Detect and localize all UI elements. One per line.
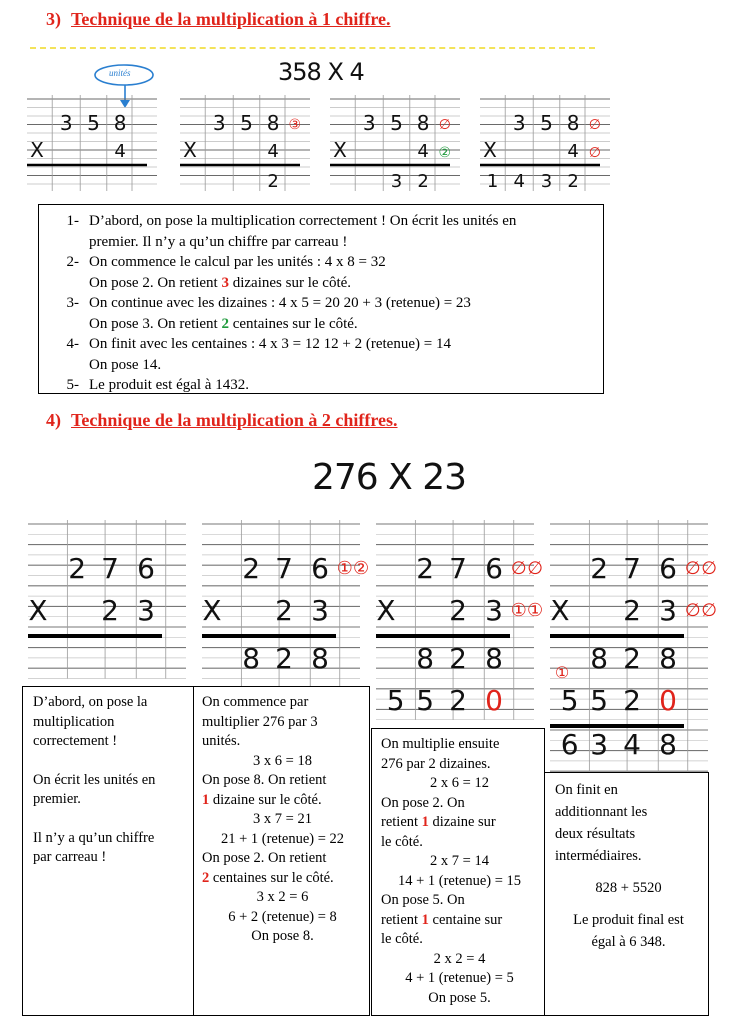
- times-sign: X: [550, 594, 570, 627]
- operation-276x23: 276 X 23: [312, 457, 467, 498]
- digit-bottom: 4: [114, 141, 126, 162]
- digit-top: 8: [113, 111, 127, 135]
- operation-358x4: 358 X 4: [278, 58, 364, 86]
- digit-top: 8: [416, 111, 430, 135]
- carry-mark: ∅: [527, 558, 543, 579]
- digit-top: 2: [242, 552, 261, 585]
- explain-box-sum: On finit en additionnant les deux résultats intermédiaires. 828 + 5520 Le produit final est égal à 6 348.: [544, 772, 709, 1016]
- carry-mark: ②: [438, 145, 452, 161]
- carry-mark: ∅: [588, 117, 601, 133]
- carry-mark: ①: [510, 600, 527, 621]
- digit-top: 3: [59, 111, 73, 135]
- dashed-separator: [30, 47, 595, 49]
- digit-top: 2: [416, 552, 435, 585]
- digit-top: 6: [311, 552, 329, 585]
- digit-partial-1: 8: [416, 642, 435, 675]
- carry-mark: ①: [336, 558, 353, 579]
- carry-mark: ∅: [510, 558, 527, 579]
- digit-partial-1: 8: [590, 642, 609, 675]
- digit-bottom: 2: [101, 594, 119, 627]
- digit-top: 7: [449, 552, 467, 585]
- digit-top: 6: [659, 552, 677, 585]
- digit-bottom: 2: [623, 594, 641, 627]
- digit-partial-1: 2: [275, 642, 293, 675]
- digit-bottom: 2: [275, 594, 293, 627]
- digit-partial-2: 5: [590, 684, 609, 717]
- carry-mark: ①: [554, 663, 570, 682]
- digit-result: 1: [486, 171, 499, 192]
- digit-top: 7: [275, 552, 293, 585]
- section4-title: 4) Technique de la multiplication à 2 chiffres.: [46, 410, 398, 430]
- digit-top: 6: [137, 552, 155, 585]
- digit-result: 4: [513, 171, 525, 192]
- digit-sum: 4: [623, 728, 641, 761]
- carry-mark: ③: [288, 117, 302, 133]
- digit-sum: 3: [590, 728, 609, 761]
- carry-mark: ∅: [701, 558, 717, 579]
- digit-top: 2: [68, 552, 87, 585]
- digit-top: 7: [623, 552, 641, 585]
- digit-partial-2: 5: [386, 684, 405, 717]
- explain-box-setup: D’abord, on pose la multiplication correctement ! On écrit les unités en premier. Il n’y a qu’un chiffre par carreau !: [22, 686, 194, 1016]
- digit-bottom: 3: [137, 594, 155, 627]
- digit-partial-2: 5: [416, 684, 435, 717]
- digit-partial-1: 8: [242, 642, 261, 675]
- digit-sum: 8: [659, 728, 677, 761]
- times-sign: X: [183, 138, 197, 162]
- digit-bottom: 4: [267, 141, 279, 162]
- digit-bottom: 3: [311, 594, 329, 627]
- digit-result: 2: [567, 171, 579, 192]
- times-sign: X: [28, 594, 48, 627]
- digit-partial-2: 5: [560, 684, 579, 717]
- digit-top: 8: [266, 111, 280, 135]
- carry-mark: ∅: [438, 117, 451, 133]
- carry-mark: ①: [527, 600, 544, 621]
- times-sign: X: [333, 138, 347, 162]
- digit-top: 5: [540, 111, 553, 135]
- unites-label: unités: [109, 68, 131, 78]
- digit-top: 3: [362, 111, 376, 135]
- digit-partial-2: 2: [449, 684, 467, 717]
- digit-result: 3: [540, 171, 553, 192]
- digit-top: 5: [390, 111, 403, 135]
- digit-top: 6: [485, 552, 503, 585]
- digit-top: 5: [240, 111, 253, 135]
- digit-bottom: 3: [659, 594, 677, 627]
- carry-mark: ∅: [588, 145, 601, 161]
- section3-title: 3) Technique de la multiplication à 1 chiffre.: [46, 9, 391, 29]
- placeholder-zero: 0: [485, 684, 503, 717]
- times-sign: X: [30, 138, 44, 162]
- digit-partial-1: 2: [449, 642, 467, 675]
- digit-bottom: 2: [449, 594, 467, 627]
- digit-top: 7: [101, 552, 119, 585]
- digit-result: 2: [267, 171, 279, 192]
- digit-top: 3: [512, 111, 526, 135]
- times-sign: X: [376, 594, 396, 627]
- digit-bottom: 4: [567, 141, 579, 162]
- explain-box-units: On commence par multiplier 276 par 3 unités. 3 x 6 = 18 On pose 8. On retient 1 dizaine sur le côté. 3 x 7 = 21 21 + 1 (retenue) = 22 On pose 2. On retient 2 centaines sur le côté. 3 x 2 = 6 6 + 2 (retenue) = 8 On pose 8.: [193, 686, 370, 1016]
- grids-358x4: [27, 95, 599, 193]
- digit-sum: 6: [560, 728, 579, 761]
- digit-partial-1: 2: [623, 642, 641, 675]
- digit-result: 2: [417, 171, 429, 192]
- digit-partial-1: 8: [659, 642, 677, 675]
- carry-mark: ∅: [684, 558, 701, 579]
- digit-partial-2: 2: [623, 684, 641, 717]
- digit-bottom: 3: [485, 594, 503, 627]
- digit-partial-1: 8: [485, 642, 503, 675]
- digit-result: 3: [390, 171, 403, 192]
- times-sign: X: [483, 138, 497, 162]
- placeholder-zero: 0: [659, 684, 677, 717]
- digit-partial-1: 8: [311, 642, 329, 675]
- digit-top: 5: [87, 111, 100, 135]
- carry-mark: ②: [353, 558, 370, 579]
- digit-top: 2: [590, 552, 609, 585]
- digit-top: 8: [566, 111, 580, 135]
- digit-bottom: 4: [417, 141, 429, 162]
- carry-mark: ∅: [684, 600, 701, 621]
- steps-box-1-digit: 1- D’abord, on pose la multiplication correctement ! On écrit les unités en premier. Il n’y a qu’un chiffre par carreau ! 2- On commence le calcul par les unités : 4 x 8 = 32 On pose 2. On retient 3 dizaines sur le côté. 3- On continue avec les dizaines : 4 x 5 = 20 20 + 3 (retenue) = 23 On pose 3. On retient 2 centaines sur le côté. 4- On finit avec les centaines : 4 x 3 = 12 12 + 2 (retenue) = 14 On pose 14. 5- Le produit est égal à 1432.: [38, 204, 604, 394]
- digit-top: 3: [212, 111, 226, 135]
- carry-mark: ∅: [701, 600, 717, 621]
- times-sign: X: [202, 594, 222, 627]
- explain-box-tens: On multiplie ensuite 276 par 2 dizaines. 2 x 6 = 12 On pose 2. On retient 1 dizaine sur le côté. 2 x 7 = 14 14 + 1 (retenue) = 15 On pose 5. On retient 1 centaine sur le côté. 2 x 2 = 4 4 + 1 (retenue) = 5 On pose 5.: [371, 728, 545, 1016]
